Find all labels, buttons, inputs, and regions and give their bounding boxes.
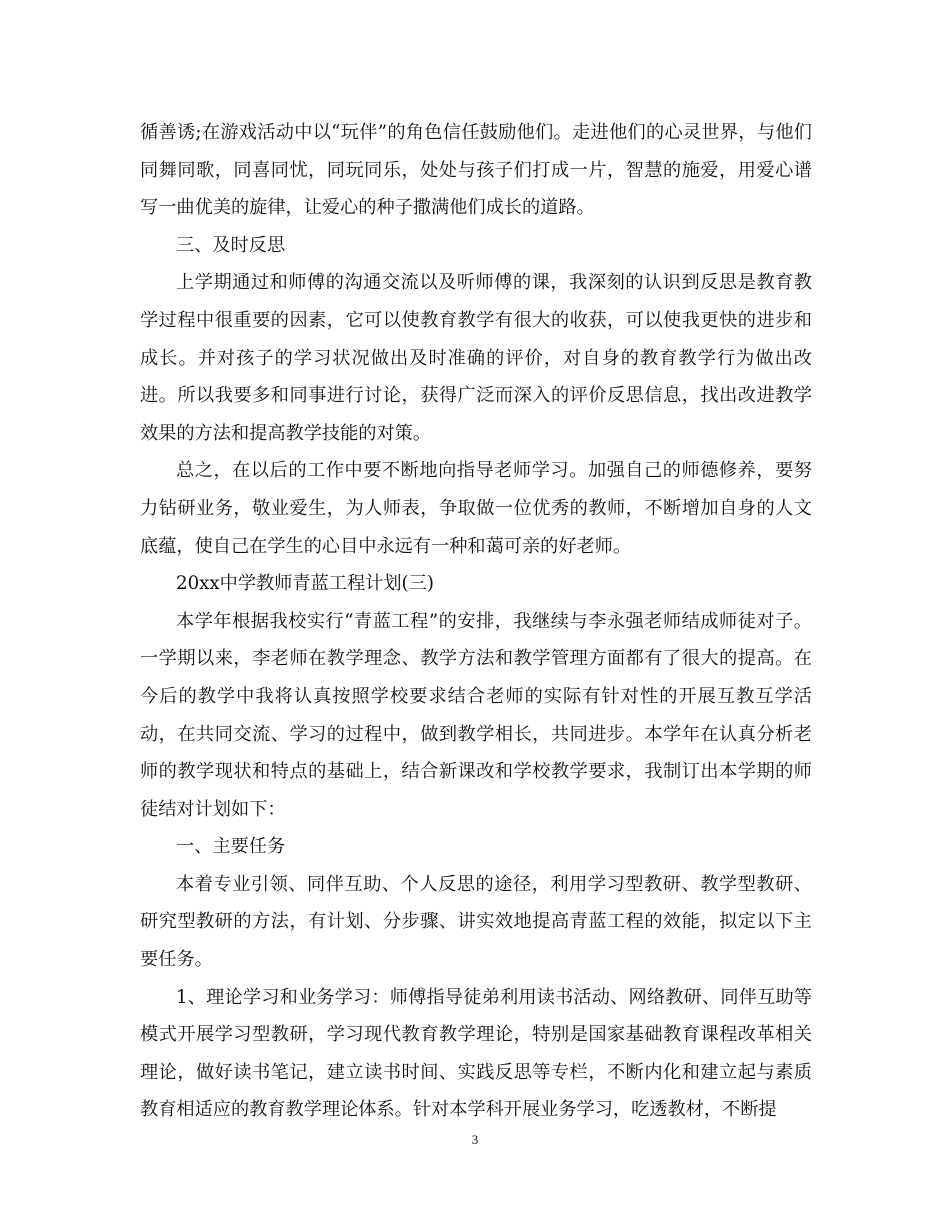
page-number: 3: [471, 1132, 479, 1147]
paragraph-reflection: 上学期通过和师傅的沟通交流以及听师傅的课，我深刻的认识到反思是教育教学过程中很重要的因素，它可以使教育教学有很大的收获，可以使我更快的进步和成长。并对孩子的学习状况做出及时准确的评价，对自身的教育教学行为做出改进。所以我要多和同事进行讨论，获得广泛而深入的评价反思信息，找出改进教学效果的方法和提高教学技能的对策。: [140, 272, 812, 444]
section-heading-reflection: 三、及时反思: [176, 234, 286, 256]
paragraph-introduction: 本学年根据我校实行“青蓝工程”的安排，我继续与李永强老师结成师徒对子。一学期以来，李老师在教学理念、教学方法和教学管理方面都有了很大的提高。在今后的教学中我将认真按照学校要求结合老师的实际有针对性的开展互教互学活动，在共同交流、学习的过程中，做到教学相长，共同进步。本学年在认真分析老师的教学现状和特点的基础上，结合新课改和学校教学要求，我制订出本学期的师徒结对计划如下：: [140, 610, 812, 820]
paragraph-main-tasks: 本着专业引领、同伴互助、个人反思的途径，利用学习型教研、教学型教研、研究型教研的方法，有计划、分步骤、讲实效地提高青蓝工程的效能，拟定以下主要任务。: [140, 873, 812, 971]
paragraph-theory-study: 1、理论学习和业务学习：师傅指导徒弟利用读书活动、网络教研、同伴互助等模式开展学习型教研，学习现代教育教学理论，特别是国家基础教育课程改革相关理论，做好读书笔记，建立读书时间、实践反思等专栏，不断内化和建立起与素质教育相适应的教育教学理论体系。针对本学科开展业务学习，吃透教材，不断提: [140, 986, 812, 1121]
document-subtitle: 20xx中学教师青蓝工程计划(三): [176, 573, 434, 595]
paragraph-conclusion: 总之，在以后的工作中要不断地向指导老师学习。加强自己的师德修养，要努力钻研业务，敬业爱生，为人师表，争取做一位优秀的教师，不断增加自身的人文底蕴，使自己在学生的心目中永远有一种和蔼可亲的好老师。: [140, 460, 812, 557]
section-heading-main-tasks: 一、主要任务: [176, 836, 286, 858]
document-body: [140, 114, 812, 1129]
paragraph-continuation: 循善诱;在游戏活动中以“玩伴”的角色信任鼓励他们。走进他们的心灵世界，与他们同舞同歌，同喜同忧，同玩同乐，处处与孩子们打成一片，智慧的施爱，用爱心谱写一曲优美的旋律，让爱心的种子撒满他们成长的道路。: [140, 122, 812, 219]
